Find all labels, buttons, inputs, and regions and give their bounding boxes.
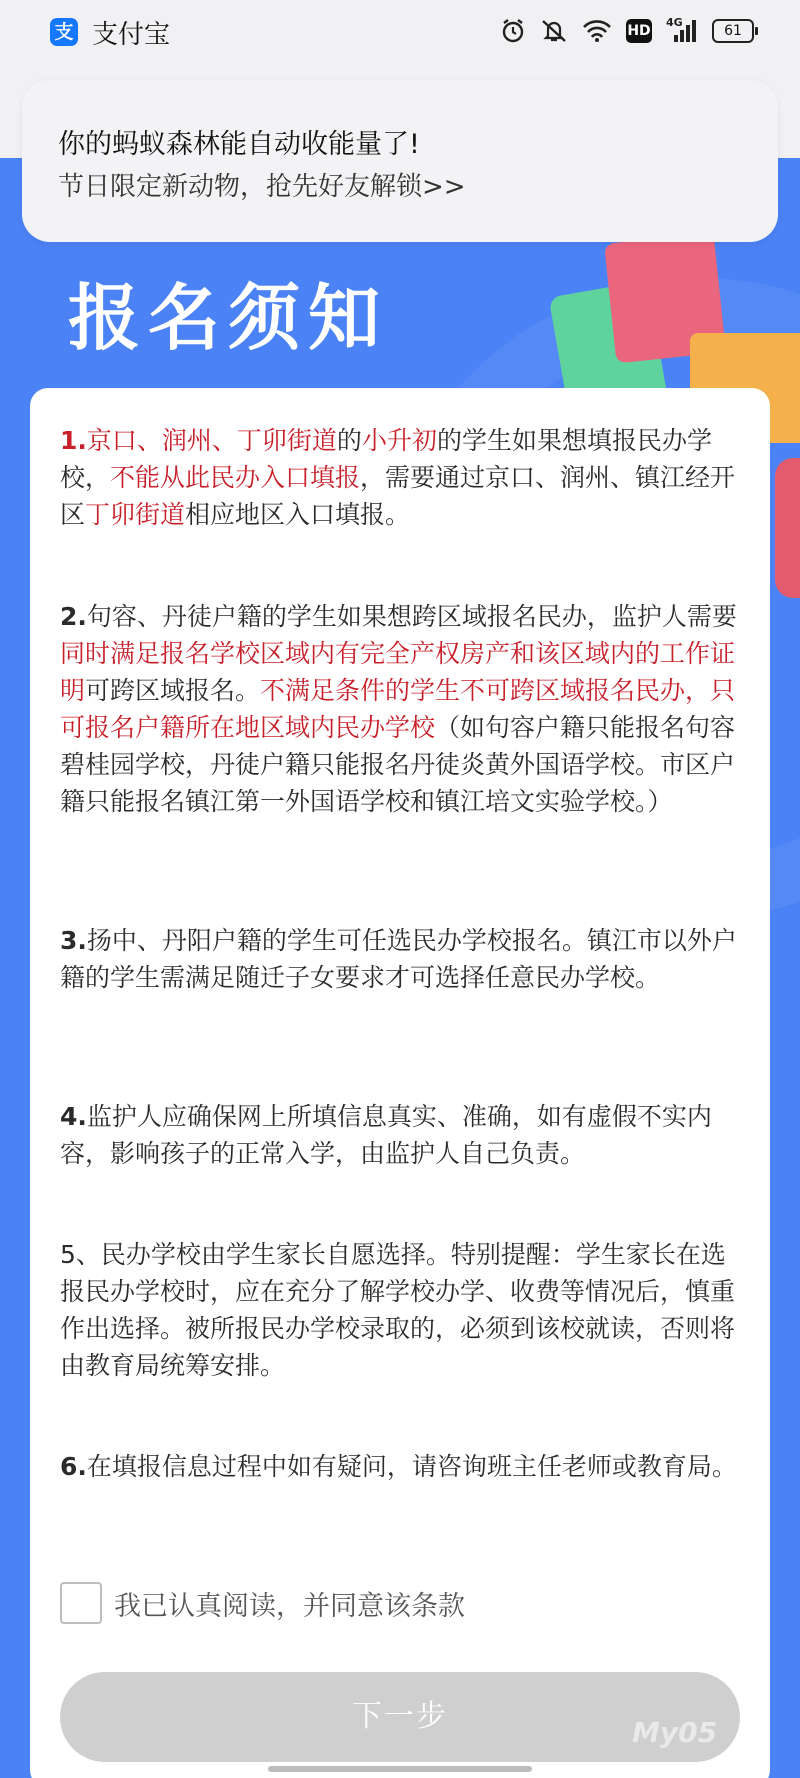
body-text: 监护人应确保网上所填信息真实、准确，如有虚假不实内容，影响孩子的正常入学，由监护人自己负责。 xyxy=(60,1102,712,1168)
item-number: 2. xyxy=(60,602,87,631)
person-illustration xyxy=(775,458,800,598)
hd-voice-icon: HD xyxy=(626,19,652,43)
wifi-icon xyxy=(582,19,612,43)
notice-item-4 xyxy=(60,1098,742,1172)
highlight-text: 不满足条件的学生不可跨区域报名民办，只可报名户籍所在地区域内民办学校 xyxy=(60,676,736,742)
silent-bell-icon xyxy=(540,18,568,44)
item-number: 3. xyxy=(60,926,87,955)
home-indicator[interactable] xyxy=(268,1766,532,1772)
notice-item-2 xyxy=(60,598,742,820)
item-number: 6. xyxy=(60,1452,87,1481)
app-name: 支付宝 xyxy=(92,20,171,50)
body-text: 相应地区入口填报。 xyxy=(185,500,411,529)
watermark-logo: My05 xyxy=(632,1716,718,1749)
push-notification[interactable] xyxy=(22,80,778,242)
highlight-text: 小升初 xyxy=(361,426,437,455)
highlight-text: 京口、润州、丁卯街道 xyxy=(86,426,337,455)
notice-item-3 xyxy=(60,922,742,996)
body-text: 的学生如果想填报民办学校， xyxy=(60,426,712,492)
notice-item-6 xyxy=(60,1448,742,1485)
network-type-label: 4G xyxy=(666,16,683,29)
battery-icon: 61 xyxy=(712,19,754,43)
notification-title: 你的蚂蚁森林能自动收能量了! xyxy=(58,129,420,160)
notice-item-5 xyxy=(60,1236,742,1384)
body-text: 扬中、丹阳户籍的学生可任选民办学校报名。镇江市以外户籍的学生需满足随迁子女要求才可选择任意民办学校。 xyxy=(60,926,737,992)
cellular-signal-icon xyxy=(666,18,698,44)
body-text: 可跨区域报名。 xyxy=(85,676,261,705)
status-icons xyxy=(500,14,754,48)
status-bar xyxy=(0,0,800,62)
body-text: ，需要通过京口、润州、镇江经开区 xyxy=(60,463,736,529)
notice-card xyxy=(30,388,770,1778)
highlight-text: 丁卯街道 xyxy=(85,500,186,529)
body-text: 在填报信息过程中如有疑问，请咨询班主任老师或教育局。 xyxy=(86,1452,737,1481)
body-text: （如句容户籍只能报名句容碧桂园学校，丹徒户籍只能报名丹徒炎黄外国语学校。市区户籍只能报名镇江第一外国语学校和镇江培文实验学校。） xyxy=(60,713,736,816)
alipay-app-icon: 支 xyxy=(50,18,78,46)
agreement-checkbox[interactable] xyxy=(60,1582,102,1624)
next-step-button[interactable]: 下一步 xyxy=(60,1672,740,1762)
notice-item-1 xyxy=(60,422,742,533)
page-title: 报名须知 xyxy=(68,276,389,360)
notification-body: 节日限定新动物，抢先好友解锁>> xyxy=(58,172,466,202)
body-text: 句容、丹徒户籍的学生如果想跨区域报名民办，监护人需要 xyxy=(86,602,737,631)
highlight-text: 同时满足报名学校区域内有完全产权房产和该区域内的工作证明 xyxy=(60,639,736,705)
agreement-label[interactable]: 我已认真阅读，并同意该条款 xyxy=(114,1590,465,1622)
item-number: 4. xyxy=(60,1102,87,1131)
item-number: 1. xyxy=(60,426,87,455)
agreement-row[interactable] xyxy=(60,1582,465,1624)
highlight-text: 不能从此民办入口填报 xyxy=(110,463,361,492)
body-text: 的 xyxy=(336,426,362,455)
body-text: 5、民办学校由学生家长自愿选择。特别提醒：学生家长在选报民办学校时，应在充分了解学校办学、收费等情况后，慎重作出选择。被所报民办学校录取的，必须到该校就读，否则将由教育局统筹安排。 xyxy=(60,1240,736,1380)
alarm-icon xyxy=(500,18,526,44)
